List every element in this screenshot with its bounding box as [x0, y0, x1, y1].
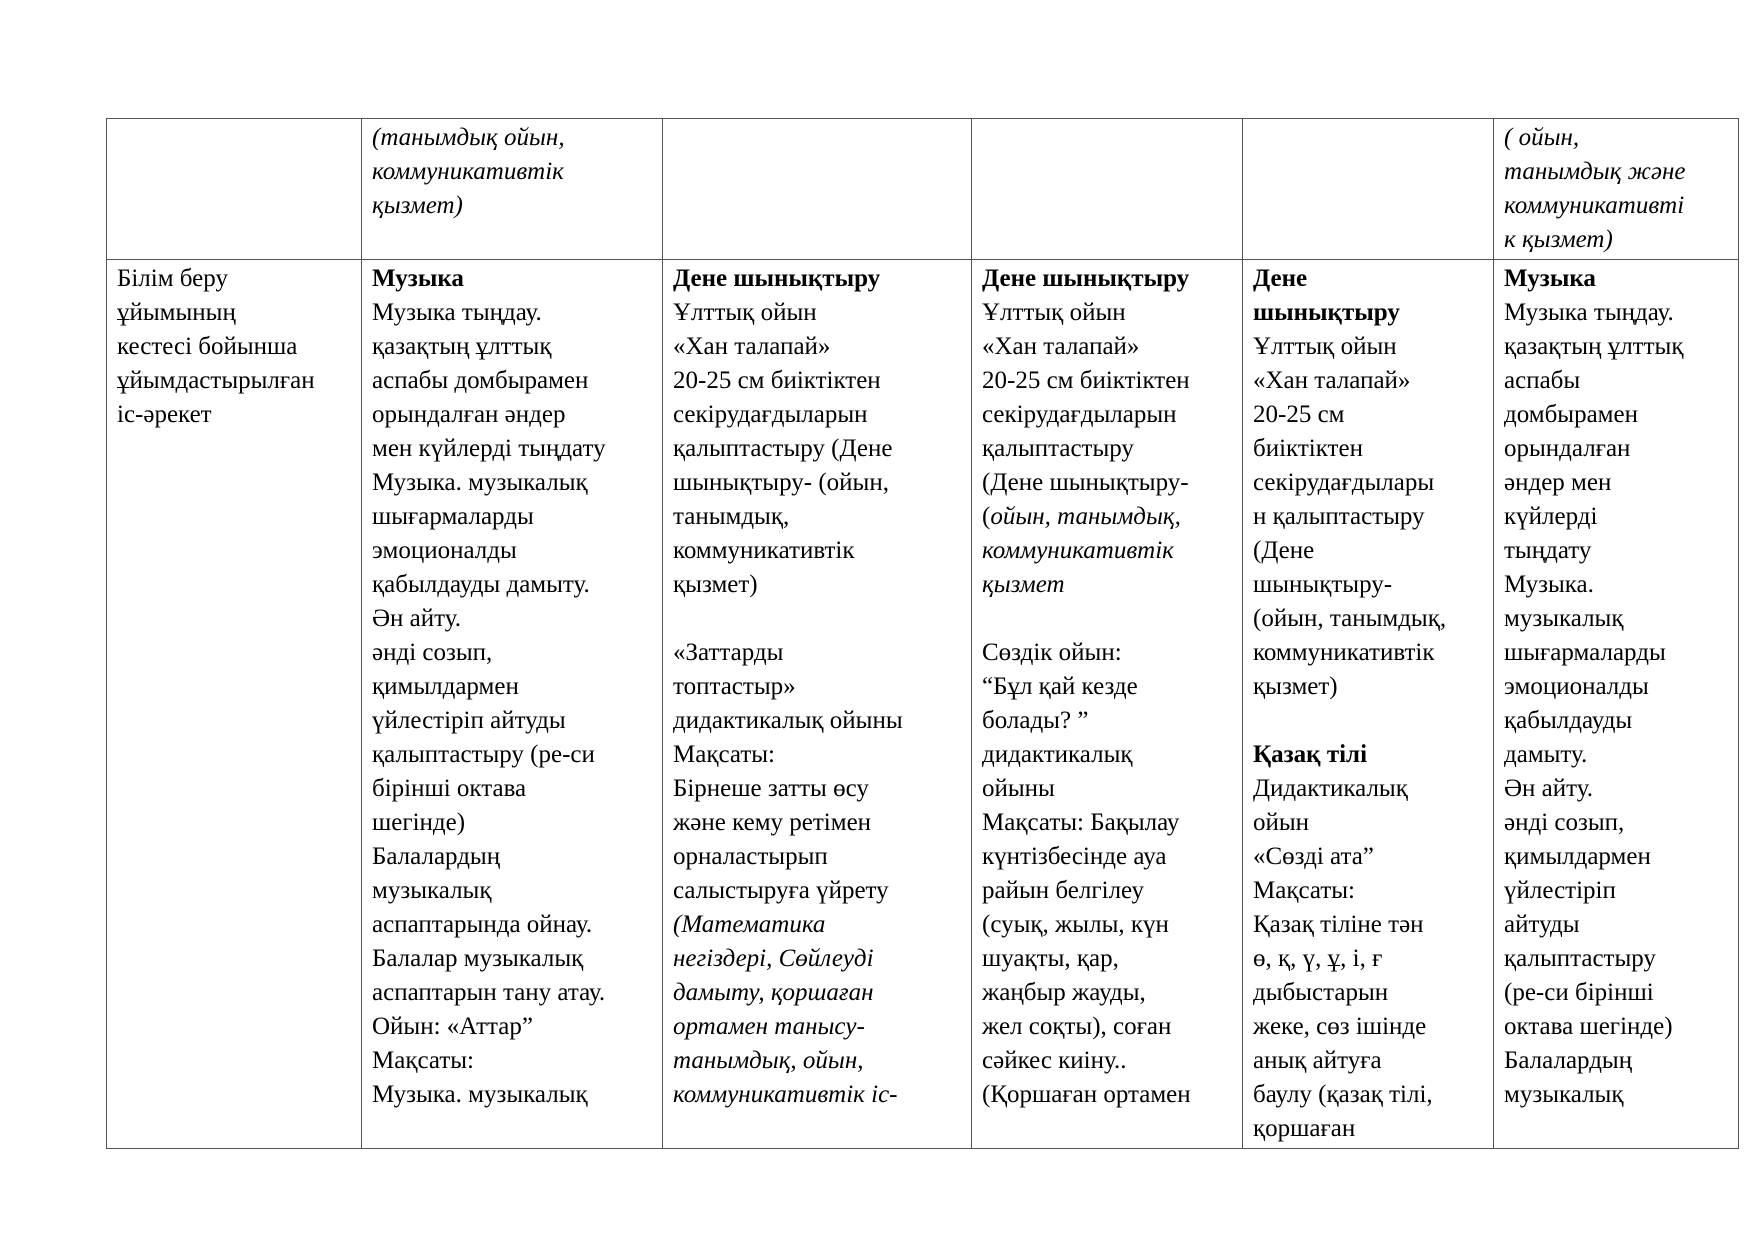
- cell-line: (ойын, танымдық,: [1253, 605, 1447, 632]
- cell-line: қабылдауды: [1504, 707, 1633, 734]
- table-cell: [1243, 119, 1494, 260]
- cell-line: дидактикалық ойыны: [673, 707, 903, 734]
- cell-line: ойын: [1253, 809, 1310, 836]
- cell-line: қызмет): [1253, 673, 1338, 700]
- cell-line: әнді созып,: [372, 639, 493, 666]
- cell-line: коммуникативтік: [673, 537, 855, 564]
- cell-line: коммуникативтік: [982, 537, 1174, 564]
- cell-line: Ән айту.: [372, 605, 462, 632]
- cell-line: қалыптастыру: [1504, 945, 1656, 972]
- cell-line: (суық, жылы, күн: [982, 911, 1169, 938]
- cell-line: қызмет): [673, 571, 758, 598]
- cell-line: танымдық және: [1504, 158, 1686, 185]
- cell-line: аспабы: [1504, 367, 1581, 394]
- cell-line: қалыптастыру (Дене: [673, 435, 893, 462]
- cell-line: ( ойын,: [1504, 124, 1580, 151]
- cell-line: ұйымының: [117, 299, 236, 326]
- table-cell: [972, 119, 1243, 260]
- cell-line: домбырамен: [1504, 401, 1638, 428]
- blank-line: [982, 602, 1236, 636]
- cell-line: топтастыр»: [673, 673, 796, 700]
- cell-line: коммуникативтік: [1253, 639, 1435, 666]
- cell-line: (Математика: [673, 911, 826, 938]
- cell-line: танымдық, ойын,: [673, 1047, 864, 1074]
- cell-line: к қызмет): [1504, 226, 1613, 253]
- table-cell: [663, 119, 972, 260]
- cell-line: райын белгілеу: [982, 877, 1145, 904]
- cell-line: Мақсаты:: [372, 1047, 474, 1074]
- cell-line: музыкалық: [372, 877, 492, 904]
- subject-heading: Қазақ тілі: [1253, 741, 1368, 768]
- cell-line: қимылдармен: [372, 673, 519, 700]
- cell-line: қалыптастыру: [982, 435, 1134, 462]
- cell-line: 20-25 см биіктіктен: [982, 367, 1190, 394]
- cell-line: жеке, сөз ішінде: [1253, 1013, 1427, 1040]
- cell-line: ортамен танысу-: [673, 1013, 865, 1040]
- cell-line: жаңбыр жауды,: [982, 979, 1146, 1006]
- table-cell: [663, 260, 972, 1149]
- cell-line: шуақты, қар,: [982, 945, 1119, 972]
- cell-line: айтуды: [1504, 911, 1580, 938]
- cell-line: биіктіктен: [1253, 435, 1363, 462]
- schedule-table: [106, 118, 1739, 1149]
- cell-line: ойыны: [982, 775, 1055, 802]
- table-cell: [1494, 119, 1739, 260]
- cell-line: салыстыруға үйрету: [673, 877, 889, 904]
- subject-heading: Дене шынықтыру: [982, 265, 1190, 292]
- cell-line: «Заттарды: [673, 639, 784, 666]
- cell-line: қазақтың ұлттық: [1504, 333, 1684, 360]
- cell-line: музыкалық: [1504, 1081, 1624, 1108]
- cell-line: тыңдату: [1504, 537, 1592, 564]
- cell-line: іс-әрекет: [117, 401, 212, 428]
- cell-line: негіздері, Сөйлеуді: [673, 945, 874, 972]
- cell-line: дамыту, қоршаған: [673, 979, 874, 1006]
- cell-line: Мақсаты: Бақылау: [982, 809, 1180, 836]
- cell-line: ө, қ, ү, ұ, і, ғ: [1253, 945, 1383, 972]
- cell-line: және кему ретімен: [673, 809, 872, 836]
- cell-line: “Бұл қай кезде: [982, 673, 1138, 700]
- cell-line: шығармаларды: [372, 503, 534, 530]
- cell-line: 20-25 см: [1253, 401, 1345, 428]
- cell-line: аспаптарында ойнау.: [372, 911, 593, 938]
- cell-line: бірінші октава: [372, 775, 527, 802]
- cell-line: Білім беру: [117, 265, 228, 292]
- cell-line: эмоционалды: [372, 537, 517, 564]
- cell-line: Балалардың: [1504, 1047, 1633, 1074]
- cell-line: эмоционалды: [1504, 673, 1649, 700]
- cell-line: әнді созып,: [1504, 809, 1625, 836]
- cell-line: секірудағдыларын: [982, 401, 1177, 428]
- cell-line: шынықтыру- (ойын,: [673, 469, 889, 496]
- cell-line: секірудағдыларын: [673, 401, 868, 428]
- table-row: [107, 119, 1739, 260]
- cell-line: ұйымдастырылған: [117, 367, 315, 394]
- cell-line: (Қоршаған ортамен: [982, 1081, 1191, 1108]
- cell-line: шынықтыру-: [1253, 571, 1393, 598]
- cell-text: (: [982, 503, 991, 530]
- subject-heading: шынықтыру: [1253, 299, 1400, 326]
- cell-line: Сөздік ойын:: [982, 639, 1122, 666]
- cell-line: аспабы домбырамен: [372, 367, 589, 394]
- cell-line: [982, 500, 1236, 534]
- cell-line: қазақтың ұлттық: [372, 333, 552, 360]
- table-cell: [1243, 260, 1494, 1149]
- cell-line: Музыка тыңдау.: [372, 299, 542, 326]
- cell-line: музыкалық: [1504, 605, 1624, 632]
- cell-line: аспаптарын тану атау.: [372, 979, 606, 1006]
- table-cell: [107, 119, 362, 260]
- cell-line: (Дене шынықтыру-: [982, 469, 1189, 496]
- cell-line: «Хан талапай»: [1253, 367, 1411, 394]
- cell-line: болады? ”: [982, 707, 1089, 734]
- cell-line: коммуникативтік: [372, 158, 564, 185]
- cell-line: қалыптастыру (ре-си: [372, 741, 595, 768]
- cell-line: дидактикалық: [982, 741, 1133, 768]
- table-cell: [1494, 260, 1739, 1149]
- cell-line: (танымдық ойын,: [372, 124, 565, 151]
- cell-line: Ұлттық ойын: [1253, 333, 1397, 360]
- subject-heading: Дене шынықтыру: [673, 265, 881, 292]
- subject-heading: Музыка: [372, 265, 464, 292]
- blank-line: [1253, 704, 1487, 738]
- table-cell: [362, 119, 663, 260]
- cell-line: қызмет: [982, 571, 1065, 598]
- cell-line: Мақсаты:: [673, 741, 775, 768]
- cell-line: шығармаларды: [1504, 639, 1666, 666]
- cell-line: секірудағдылары: [1253, 469, 1435, 496]
- cell-line: Музыка тыңдау.: [1504, 299, 1674, 326]
- cell-line: Балалардың: [372, 843, 501, 870]
- subject-heading: Музыка: [1504, 265, 1596, 292]
- cell-line: (Дене: [1253, 537, 1315, 564]
- cell-line: кестесі бойынша: [117, 333, 298, 360]
- cell-line: орындалған: [1504, 435, 1631, 462]
- cell-line: қызмет): [372, 192, 463, 219]
- cell-line: Музыка. музыкалық: [372, 469, 588, 496]
- cell-line: «Хан талапай»: [673, 333, 831, 360]
- subject-heading: Дене: [1253, 265, 1308, 292]
- cell-line: шегінде): [372, 809, 466, 836]
- table-row: [107, 260, 1739, 1149]
- cell-line: дамыту.: [1504, 741, 1588, 768]
- cell-line: орындалған әндер: [372, 401, 566, 428]
- cell-line: қимылдармен: [1504, 843, 1651, 870]
- cell-line: дыбыстарын: [1253, 979, 1389, 1006]
- cell-line: әндер мен: [1504, 469, 1612, 496]
- cell-line: Ойын: «Аттар”: [372, 1013, 533, 1040]
- cell-line: баулу (қазақ тілі,: [1253, 1081, 1433, 1108]
- cell-line: 20-25 см биіктіктен: [673, 367, 881, 394]
- cell-line: коммуникативті: [1504, 192, 1685, 219]
- cell-line: Қазақ тіліне тән: [1253, 911, 1424, 938]
- cell-line: танымдық,: [673, 503, 790, 530]
- cell-line: үйлестіріп айтуды: [372, 707, 566, 734]
- cell-line: Ән айту.: [1504, 775, 1594, 802]
- cell-line: Музыка.: [1504, 571, 1594, 598]
- cell-line: сәйкес киіну..: [982, 1047, 1127, 1074]
- cell-line: Бірнеше затты өсу: [673, 775, 869, 802]
- cell-line: анық айтуға: [1253, 1047, 1382, 1074]
- cell-line: Ұлттық ойын: [673, 299, 817, 326]
- cell-line: Музыка. музыкалық: [372, 1081, 588, 1108]
- cell-line: үйлестіріп: [1504, 877, 1616, 904]
- cell-line: Балалар музыкалық: [372, 945, 584, 972]
- cell-line: октава шегінде): [1504, 1013, 1673, 1040]
- table-cell: [107, 260, 362, 1149]
- cell-line: қоршаған: [1253, 1115, 1356, 1142]
- cell-text: ойын, танымдық,: [990, 503, 1181, 530]
- cell-line: орналастырып: [673, 843, 828, 870]
- cell-line: (ре-си бірінші: [1504, 979, 1654, 1006]
- cell-line: жел соқты), соған: [982, 1013, 1172, 1040]
- blank-line: [673, 602, 965, 636]
- cell-line: мен күйлерді тыңдату: [372, 435, 606, 462]
- cell-line: «Хан талапай»: [982, 333, 1140, 360]
- cell-line: Ұлттық ойын: [982, 299, 1126, 326]
- table-cell: [362, 260, 663, 1149]
- cell-line: «Сөзді ата”: [1253, 843, 1374, 870]
- cell-line: күйлерді: [1504, 503, 1598, 530]
- cell-line: Мақсаты:: [1253, 877, 1355, 904]
- cell-line: н қалыптастыру: [1253, 503, 1425, 530]
- cell-line: қабылдауды дамыту.: [372, 571, 590, 598]
- table-cell: [972, 260, 1243, 1149]
- cell-line: коммуникативтік іс-: [673, 1081, 898, 1108]
- cell-line: күнтізбесінде ауа: [982, 843, 1167, 870]
- cell-line: Дидактикалық: [1253, 775, 1408, 802]
